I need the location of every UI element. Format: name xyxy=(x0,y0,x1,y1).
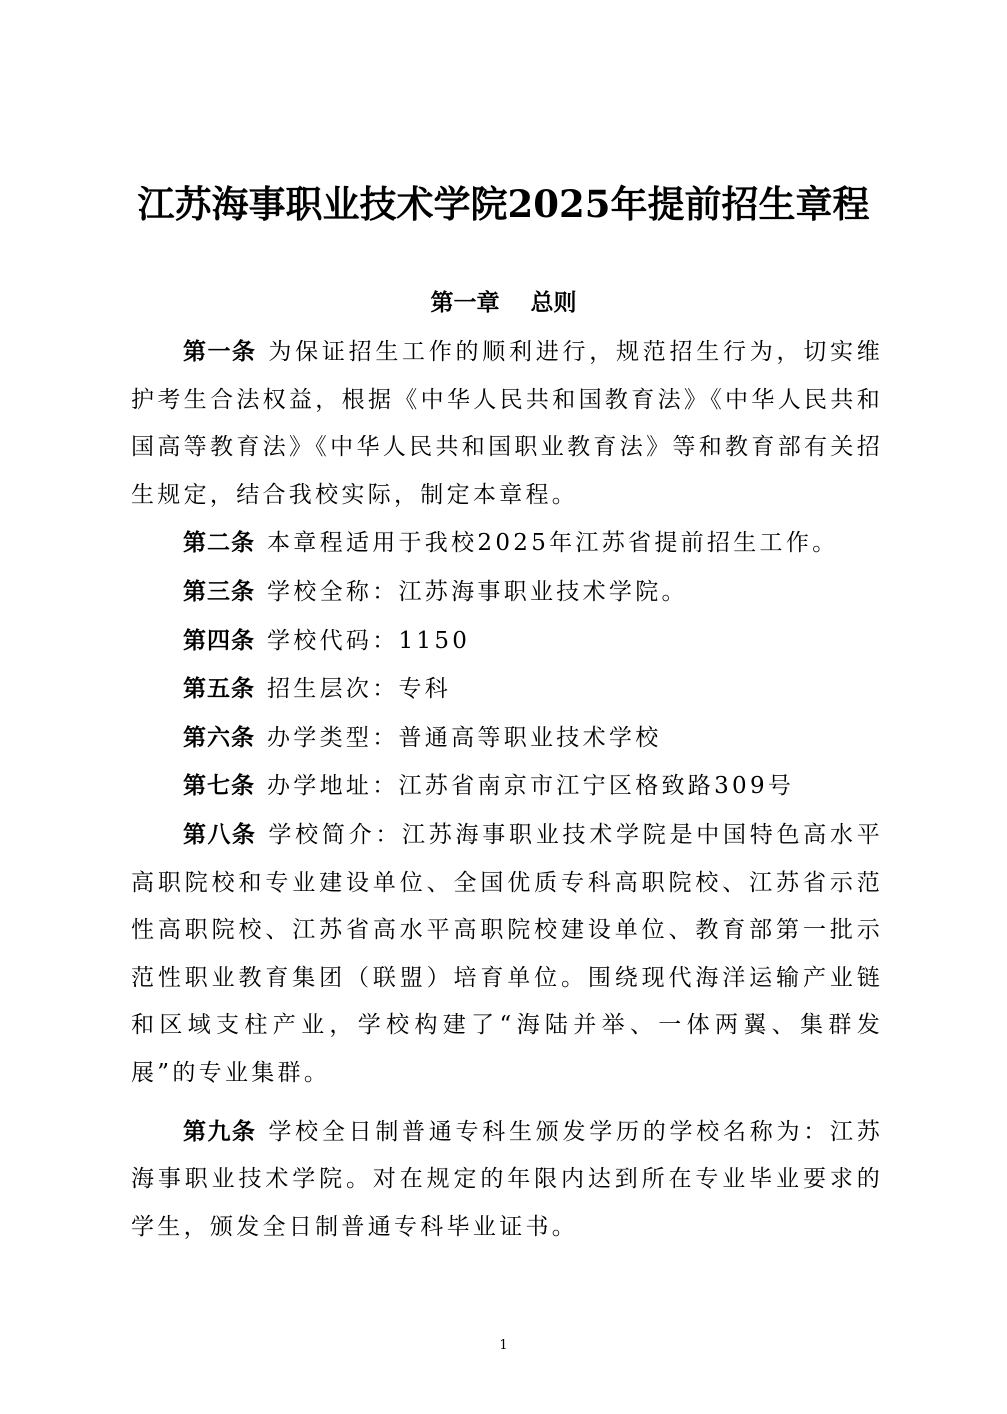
article-label: 第二条 xyxy=(183,529,255,557)
article-text: 学校代码：1150 xyxy=(267,627,471,654)
article-text: 学校全日制普通专科生颁发学历的学校名称为：江苏海事职业技术学院。对在规定的年限内达到所在专业毕业要求的学生，颁发全日制普通专科毕业证书。 xyxy=(131,1118,884,1240)
article-6 xyxy=(131,714,883,763)
article-label: 第九条 xyxy=(183,1117,257,1145)
document-title: 江苏海事职业技术学院2025年提前招生章程 xyxy=(137,182,870,226)
article-text: 为保证招生工作的顺利进行，规范招生行为，切实维护考生合法权益，根据《中华人民共和国教育法》《中华人民共和国高等教育法》《中华人民共和国职业教育法》等和教育部有关招生规定，结合我校实际，制定本章程。 xyxy=(131,339,884,508)
article-text: 本章程适用于我校2025年江苏省提前招生工作。 xyxy=(267,530,839,557)
article-label: 第七条 xyxy=(183,772,255,800)
article-7 xyxy=(131,762,883,811)
article-label: 第六条 xyxy=(183,723,255,751)
chapter-heading: 第一章 总则 xyxy=(430,289,577,316)
article-5 xyxy=(131,665,883,714)
article-9 xyxy=(131,1108,883,1252)
article-4 xyxy=(131,617,883,666)
article-label: 第八条 xyxy=(183,820,257,848)
article-8 xyxy=(131,811,883,1098)
article-text: 办学类型：普通高等职业技术学校 xyxy=(267,724,662,751)
article-label: 第一条 xyxy=(183,338,257,365)
article-label: 第五条 xyxy=(183,675,255,703)
page-number: 1 xyxy=(499,1338,508,1353)
article-3 xyxy=(131,568,883,617)
article-text: 招生层次：专科 xyxy=(267,676,452,703)
document-body xyxy=(131,328,883,1251)
article-text: 办学地址：江苏省南京市江宁区格致路309号 xyxy=(267,773,795,800)
article-1 xyxy=(131,328,883,519)
article-text: 学校简介：江苏海事职业技术学院是中国特色高水平高职院校和专业建设单位、全国优质专科高职院校、江苏省示范性高职院校、江苏省高水平高职院校建设单位、教育部第一批示范性职业教育集团（联盟）培育单位。围绕现代海洋运输产业链和区域支柱产业，学校构建了“海陆并举、一体两翼、集群发展”的专业集群。 xyxy=(131,821,884,1086)
article-label: 第三条 xyxy=(183,577,255,605)
article-2 xyxy=(131,519,883,568)
article-text: 学校全称：江苏海事职业技术学院。 xyxy=(267,578,688,605)
article-label: 第四条 xyxy=(183,626,255,654)
